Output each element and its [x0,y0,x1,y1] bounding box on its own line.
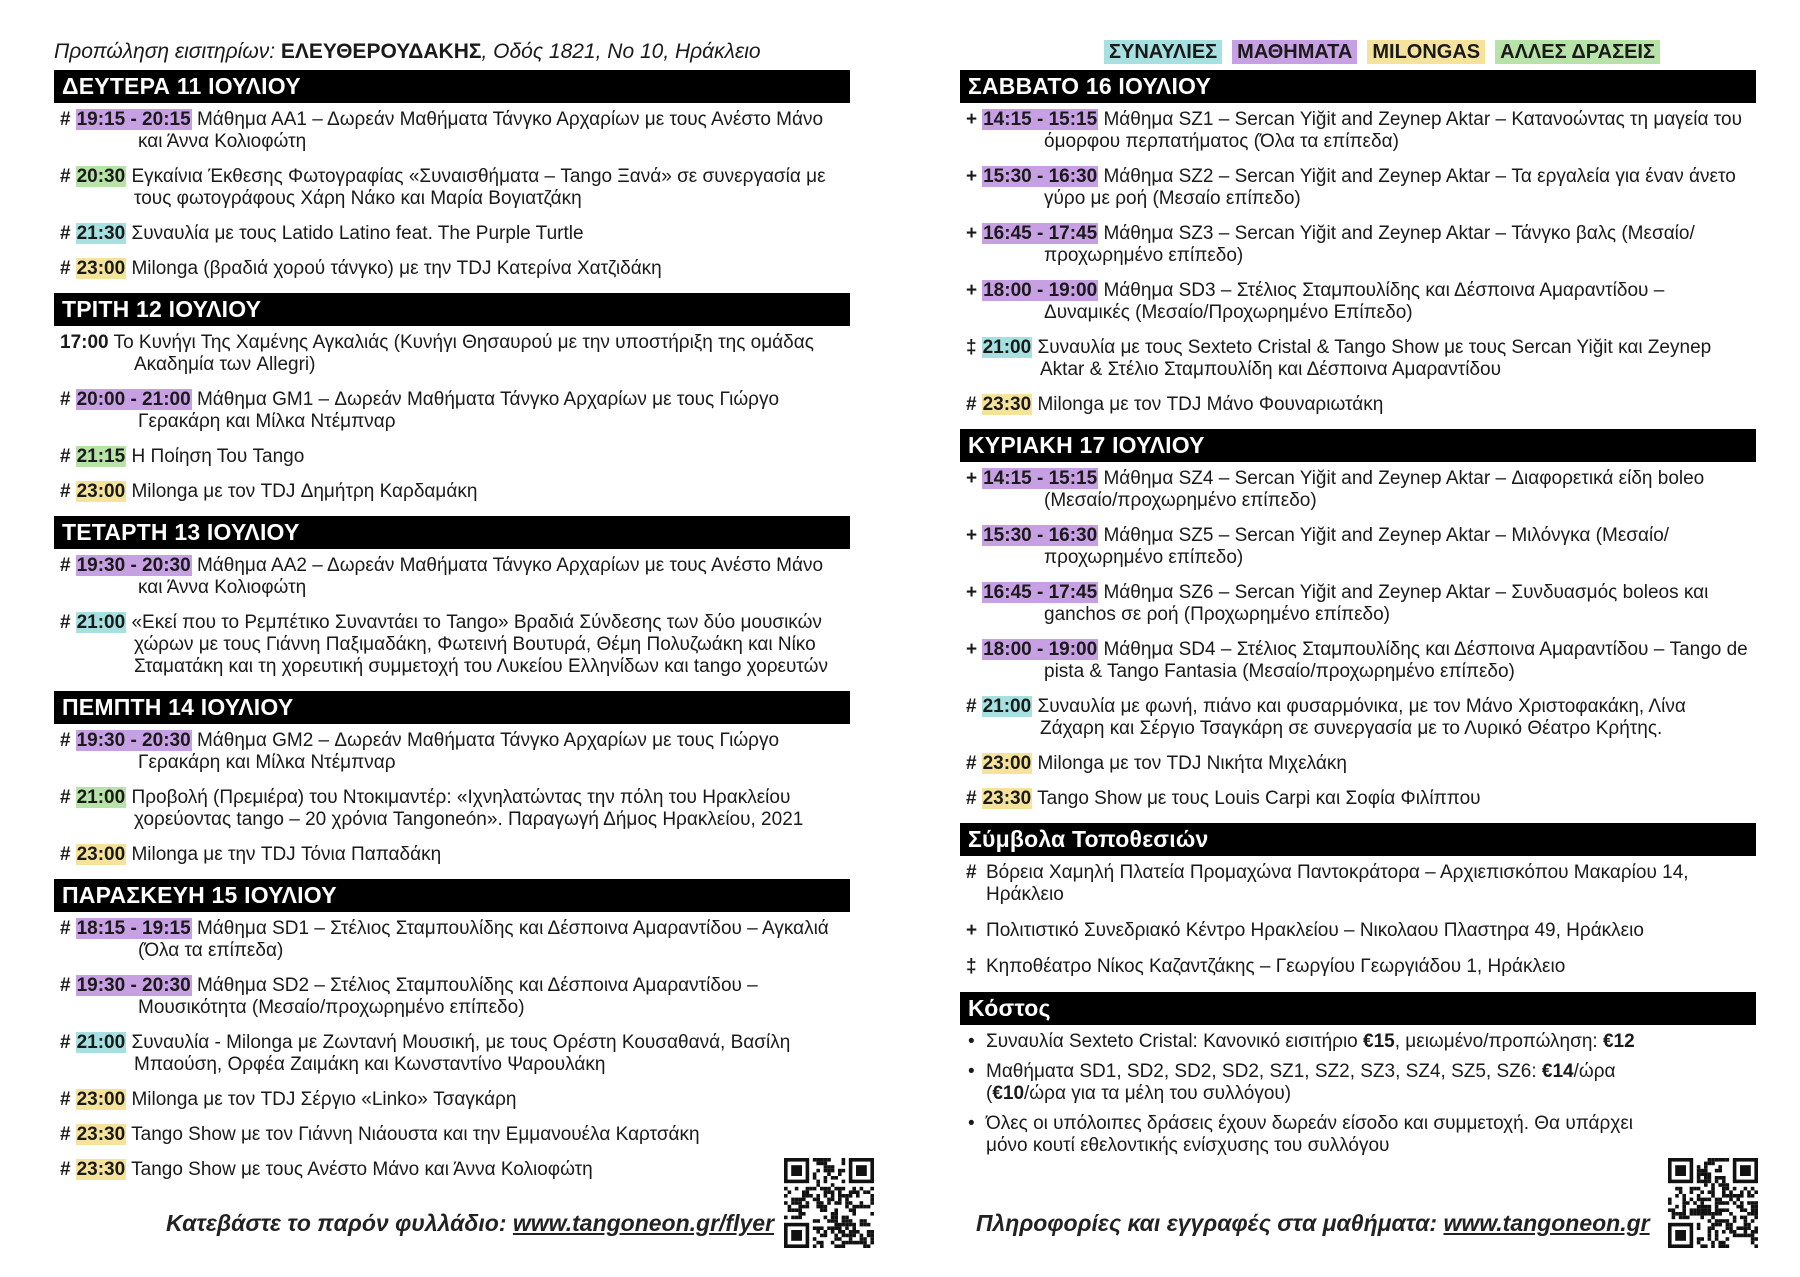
event-first-line [60,446,304,467]
event-first-line [966,166,1736,209]
day-header: ΠΑΡΑΣΚΕΥΗ 15 ΙΟΥΛΙΟΥ [54,879,850,912]
event-title: Μάθημα ΑΑ2 – Δωρεάν Μαθήματα Τάνγκο Αρχαρίων με τους Ανέστο Μάνο και Άννα Κολιοφώτη [138,555,824,598]
presale-label: Προπώληση εισιτηρίων: [54,40,276,63]
event-item [960,280,1756,324]
event-time: 23:30 [982,788,1032,809]
event-title: Μάθημα SD1 – Στέλιος Σταμπουλίδης και Δέσποινα Αμαραντίδου – Αγκαλιά (Όλα τα επίπεδα) [138,918,829,961]
flyer-link[interactable]: www.tangoneon.gr/flyer [512,1210,775,1236]
event-title: Milonga με την TDJ Τόνια Παπαδάκη [131,844,442,865]
event-first-line [60,109,823,152]
event-title: Η Ποίηση Του Tango [131,446,305,467]
venue-symbol: # [60,166,71,187]
cost-item-concert [960,1031,1756,1053]
venue-symbol: # [60,481,71,502]
event-title: Μάθημα GM2 – Δωρεάν Μαθήματα Τάνγκο Αρχαρίων με τους Γιώργο Γερακάρη και Μίλκα Ντέμπναρ [138,730,780,773]
event-first-line [60,258,662,279]
event-first-line [966,639,1748,682]
event-first-line [966,394,1383,415]
event-item [960,639,1756,683]
venue-symbol: + [966,639,978,660]
event-title: Συναυλία με τους Sexteto Cristal & Tango Show με τους Sercan Yiğit και Zeynep Aktar & Στέλιο Σταμπουλίδη και Δέσποινα Αμαραντίδου [1037,337,1712,380]
event-item [960,525,1756,569]
event-item [54,975,850,1019]
event-first-line [966,109,1742,152]
location-text: Κηποθέατρο Νίκος Καζαντζάκης – Γεωργίου Γεωργιάδου 1, Ηράκλειο [986,956,1566,977]
event-first-line [60,844,441,865]
locations-list [960,862,1756,978]
cost-concert-price: €15 [1363,1031,1395,1052]
event-item [960,109,1756,153]
location-symbol: # [966,862,977,883]
cost-header: Κόστος [960,992,1756,1025]
event-first-line [966,280,1664,323]
event-first-line [60,389,779,432]
day-header: ΣΑΒΒΑΤΟ 16 ΙΟΥΛΙΟΥ [960,70,1756,103]
cost-free-text: Όλες οι υπόλοιπες δράσεις έχουν δωρεάν είσοδο και συμμετοχή. Θα υπάρχει μόνο κουτί εθελοντικής ενίσχυσης του συλλόγου [986,1113,1634,1156]
qr-code-icon[interactable] [1668,1158,1758,1248]
event-item [54,555,850,599]
event-item [960,166,1756,210]
event-item [54,481,850,503]
event-item [54,1089,850,1111]
event-title: Milonga με τον TDJ Μάνο Φουναριωτάκη [1037,394,1384,415]
event-time: 19:30 - 20:30 [76,975,191,996]
venue-symbol: ‡ [966,337,977,358]
event-title: Μάθημα ΑΑ1 – Δωρεάν Μαθήματα Τάνγκο Αρχαρίων με τους Ανέστο Μάνο και Άννα Κολιοφώτη [138,109,824,152]
cost-concert-reduced: €12 [1602,1031,1635,1052]
venue-symbol: # [966,696,977,717]
event-first-line [60,612,828,677]
event-time: 18:15 - 19:15 [76,918,191,939]
event-item [54,109,850,153]
event-item [54,612,850,678]
event-first-line [966,788,1481,809]
venue-symbol: # [60,389,71,410]
location-item [960,920,1756,942]
venue-symbol: + [966,223,978,244]
venue-symbol: + [966,582,978,603]
venue-symbol: # [60,223,71,244]
event-time: 14:15 - 15:15 [983,109,1098,130]
locations-header: Σύμβολα Τοποθεσιών [960,823,1756,856]
venue-symbol: # [60,446,71,467]
event-list [54,109,850,280]
event-title: Μάθημα SZ2 – Sercan Yiğit and Zeynep Aktar – Τα εργαλεία για έναν άνετο γύρο με ροή (Μεσαίο επίπεδο) [1044,166,1736,209]
venue-symbol: # [966,788,977,809]
event-time: 19:15 - 20:15 [76,109,191,130]
footer-download-text: Κατεβάστε το παρόν φυλλάδιο: [166,1210,507,1236]
left-column [54,36,850,1194]
event-time: 23:30 [982,394,1032,415]
event-time: 23:00 [76,1089,126,1110]
venue-symbol: # [60,612,71,633]
event-title: Μάθημα SD4 – Στέλιος Σταμπουλίδης και Δέσποινα Αμαραντίδου – Tango de pista & Tango Fantasia (Μεσαίο/προχωρημένο επίπεδο) [1044,639,1748,682]
location-symbol: + [966,920,978,941]
qr-code-icon[interactable] [784,1158,874,1248]
event-title: Συναυλία με τους Latido Latino feat. The Purple Turtle [131,223,584,244]
venue-symbol: # [966,753,977,774]
event-first-line [60,918,829,961]
event-item [54,844,850,866]
event-time: 17:00 [60,332,109,353]
venue-symbol: + [966,166,978,187]
event-time: 18:00 - 19:00 [983,639,1098,660]
presale-address: , Οδός 1821, Νο 10, Ηράκλειο [481,40,761,63]
venue-symbol: # [60,918,71,939]
location-text: Βόρεια Χαμηλή Πλατεία Προμαχώνα Παντοκράτορα – Αρχιεπισκόπου Μακαρίου 14, Ηράκλειο [986,862,1689,905]
event-title: Milonga με τον TDJ Σέργιο «Linko» Τσαγκάρη [131,1089,517,1110]
bullet-icon: • [968,1061,975,1082]
venue-symbol: # [60,1089,71,1110]
event-time: 20:30 [76,166,126,187]
venue-symbol: # [60,1032,71,1053]
event-title: Μάθημα SZ5 – Sercan Yiğit and Zeynep Aktar – Μιλόνγκα (Μεσαίο/προχωρημένο επίπεδο) [1044,525,1670,568]
event-title: Συναυλία με φωνή, πιάνο και φυσαρμόνικα, με τον Μάνο Χριστοφακάκη, Λίνα Ζάχαρη και Σέργιο Τσαγκάρη σε συνεργασία με το Λυρικό Θέατρο Κρήτης. [1037,696,1686,739]
legend-concerts: ΣΥΝΑΥΛΙΕΣ [1104,40,1222,64]
event-item [960,223,1756,267]
event-item [54,1159,850,1181]
event-first-line [966,753,1347,774]
event-time: 23:00 [982,753,1032,774]
event-time: 14:15 - 15:15 [983,468,1098,489]
website-link[interactable]: www.tangoneon.gr [1443,1210,1650,1236]
event-time: 20:00 - 21:00 [76,389,191,410]
presale-line [54,36,850,70]
event-first-line [60,481,477,502]
event-first-line [966,223,1695,266]
event-time: 23:00 [76,258,126,279]
cost-concert-prefix: Συναυλία Sexteto Cristal: Κανονικό εισιτήριο [986,1031,1364,1052]
left-schedule [54,70,850,1181]
cost-lessons-price: €14 [1541,1061,1574,1082]
event-list [960,468,1756,810]
bullet-icon: • [968,1031,975,1052]
venue-symbol: + [966,468,978,489]
event-first-line [60,1089,516,1110]
event-time: 23:00 [76,481,126,502]
event-first-line [60,223,584,244]
event-title: «Εκεί που το Ρεμπέτικο Συναντάει το Tango» Βραδιά Σύνδεσης των δύο μουσικών χώρων με τους Γιάννη Παξιμαδάκη, Φωτεινή Βουτυρά, Θέμη Πολυζωάκη και Νίκο Σταματάκη και τη χορευτική συμμετοχή του Λυκείου Ελληνίδων και tango χορευτών [131,612,828,677]
venue-symbol: + [966,109,978,130]
event-first-line [60,730,779,773]
event-item [54,389,850,433]
cost-item-free [960,1113,1756,1157]
event-item [54,918,850,962]
cost-lessons-prefix: Μαθήματα SD1, SD2, SD2, SD2, SZ1, SZ2, SZ3, SZ4, SZ5, SZ6: [986,1061,1542,1082]
venue-symbol: + [966,525,978,546]
event-item [54,166,850,210]
venue-symbol: # [60,109,71,130]
event-first-line [966,696,1686,739]
event-title: Milonga με τον TDJ Δημήτρη Καρδαμάκη [131,481,478,502]
venue-symbol: # [60,844,71,865]
event-first-line [966,468,1704,511]
footer-download [166,1210,774,1237]
event-title: Tango Show με τους Louis Carpi και Σοφία Φιλίππου [1037,788,1481,809]
event-time: 21:15 [76,446,126,467]
footer-info-text: Πληροφορίες και εγγραφές στα μαθήματα: [976,1210,1438,1236]
event-title: Μάθημα SZ1 – Sercan Yiğit and Zeynep Aktar – Κατανοώντας τη μαγεία του όμορφου περπατήματος (Όλα τα επίπεδα) [1044,109,1742,152]
event-item [960,394,1756,416]
event-item [54,446,850,468]
event-item [960,582,1756,626]
event-title: Μάθημα SZ4 – Sercan Yiğit and Zeynep Aktar – Διαφορετικά είδη boleo (Μεσαίο/προχωρημένο επίπεδο) [1044,468,1705,511]
event-first-line [966,337,1711,380]
location-text: Πολιτιστικό Συνεδριακό Κέντρο Ηρακλείου – Νικολαου Πλαστηρα 49, Ηράκλειο [986,920,1644,941]
event-first-line [60,975,758,1018]
event-item [54,1124,850,1146]
event-first-line [60,166,826,209]
event-title: Εγκαίνια Έκθεσης Φωτογραφίας «Συναισθήματα – Tango Ξανά» σε συνεργασία με τους φωτογράφους Χάρη Νάκο και Μαρία Βογιατζάκη [131,166,826,209]
cost-list [960,1031,1756,1157]
event-time: 21:00 [982,696,1032,717]
event-first-line [60,1124,700,1145]
event-first-line [966,582,1708,625]
event-time: 23:30 [76,1124,126,1145]
bullet-icon: • [968,1113,975,1134]
event-list [54,918,850,1181]
event-item [54,332,850,376]
day-header: ΤΡΙΤΗ 12 ΙΟΥΛΙΟΥ [54,293,850,326]
event-title: Milonga με τον TDJ Νικήτα Μιχελάκη [1037,753,1347,774]
venue-symbol: # [60,258,71,279]
event-time: 23:30 [76,1159,126,1180]
event-time: 19:30 - 20:30 [76,730,191,751]
event-list [54,555,850,678]
legend-other-events: ΑΛΛΕΣ ΔΡΑΣΕΙΣ [1495,40,1660,64]
event-time: 21:00 [76,787,126,808]
presale-shop: ΕΛΕΥΘΕΡΟΥΔΑΚΗΣ [280,40,482,63]
venue-symbol: # [966,394,977,415]
event-item [54,787,850,831]
day-header: ΚΥΡΙΑΚΗ 17 ΙΟΥΛΙΟΥ [960,429,1756,462]
event-item [54,730,850,774]
event-title: Μάθημα GM1 – Δωρεάν Μαθήματα Τάνγκο Αρχαρίων με τους Γιώργο Γερακάρη και Μίλκα Ντέμπναρ [138,389,780,432]
location-item [960,956,1756,978]
event-time: 15:30 - 16:30 [983,166,1098,187]
event-time: 16:45 - 17:45 [983,582,1098,603]
event-title: Μάθημα SD2 – Στέλιος Σταμπουλίδης και Δέσποινα Αμαραντίδου – Μουσικότητα (Μεσαίο/προχωρημένο επίπεδο) [138,975,758,1018]
event-item [960,696,1756,740]
event-title: Το Κυνήγι Της Χαμένης Αγκαλιάς (Κυνήγι Θησαυρού με την υποστήριξη της ομάδας Ακαδημία των Allegri) [113,332,814,375]
legend-milongas: MILONGAS [1367,40,1485,64]
venue-symbol: # [60,555,71,576]
event-time: 21:30 [76,223,126,244]
event-title: Συναυλία - Milonga με Ζωντανή Μουσική, με τους Ορέστη Κουσαθανά, Βασίλη Μπαούση, Ορφέα Ζαιμάκη και Κωνσταντίνο Ψαρουλάκη [131,1032,791,1075]
day-header: ΠΕΜΠΤΗ 14 ΙΟΥΛΙΟΥ [54,691,850,724]
event-item [960,753,1756,775]
venue-symbol: # [60,975,71,996]
event-title: Μάθημα SD3 – Στέλιος Σταμπουλίδης και Δέσποινα Αμαραντίδου – Δυναμικές (Μεσαίο/Προχωρημένο Επίπεδο) [1044,280,1665,323]
right-column [960,36,1756,1165]
location-item [960,862,1756,906]
cost-lessons-mid: /ώρα ( [986,1061,1616,1104]
event-first-line [60,555,823,598]
cost-lessons-suffix: /ώρα για τα μέλη του συλλόγου) [1024,1083,1292,1104]
event-list [54,730,850,866]
event-item [54,1032,850,1076]
event-time: 21:00 [76,1032,126,1053]
event-title: Milonga (βραδιά χορού τάνγκο) με την TDJ Κατερίνα Χατζιδάκη [131,258,662,279]
event-item [54,258,850,280]
cost-concert-mid: , μειωμένο/προπώληση: [1394,1031,1603,1052]
event-time: 18:00 - 19:00 [983,280,1098,301]
category-legend [960,36,1756,70]
event-title: Tango Show με τους Ανέστο Μάνο και Άννα Κολιοφώτη [131,1159,593,1180]
right-schedule [960,70,1756,810]
event-title: Προβολή (Πρεμιέρα) του Ντοκιμαντέρ: «Ιχνηλατώντας την πόλη του Ηρακλείου χορεύοντας tango – 20 χρόνια Tangoneón». Παραγωγή Δήμος Ηρακλείου, 2021 [131,787,804,830]
event-first-line [60,332,814,375]
venue-symbol: # [60,1124,71,1145]
event-title: Tango Show με τον Γιάννη Νιάουστα και την Εμμανουέλα Καρτσάκη [131,1124,700,1145]
event-item [960,337,1756,381]
event-time: 16:45 - 17:45 [983,223,1098,244]
event-time: 21:00 [982,337,1032,358]
venue-symbol: + [966,280,978,301]
event-time: 15:30 - 16:30 [983,525,1098,546]
event-list [54,332,850,503]
event-item [960,788,1756,810]
event-list [960,109,1756,416]
location-symbol: ‡ [966,956,977,977]
event-title: Μάθημα SZ6 – Sercan Yiğit and Zeynep Aktar – Συνδυασμός boleos και ganchos σε ροή (Προχωρημένο επίπεδο) [1044,582,1709,625]
event-time: 21:00 [76,612,126,633]
event-time: 19:30 - 20:30 [76,555,191,576]
cost-lessons-member: €10 [992,1083,1025,1104]
event-first-line [60,1032,790,1075]
event-first-line [60,787,803,830]
day-header: ΔΕΥΤΕΡΑ 11 ΙΟΥΛΙΟΥ [54,70,850,103]
venue-symbol: # [60,730,71,751]
legend-lessons: ΜΑΘΗΜΑΤΑ [1232,40,1357,64]
day-header: ΤΕΤΑΡΤΗ 13 ΙΟΥΛΙΟΥ [54,516,850,549]
event-time: 23:00 [76,844,126,865]
event-item [960,468,1756,512]
footer-info [976,1210,1650,1237]
event-item [54,223,850,245]
venue-symbol: # [60,787,71,808]
event-first-line [60,1159,593,1180]
event-first-line [966,525,1669,568]
cost-item-lessons [960,1061,1756,1105]
venue-symbol: # [60,1159,71,1180]
event-title: Μάθημα SZ3 – Sercan Yiğit and Zeynep Aktar – Τάνγκο βαλς (Μεσαίο/προχωρημένο επίπεδο) [1044,223,1695,266]
